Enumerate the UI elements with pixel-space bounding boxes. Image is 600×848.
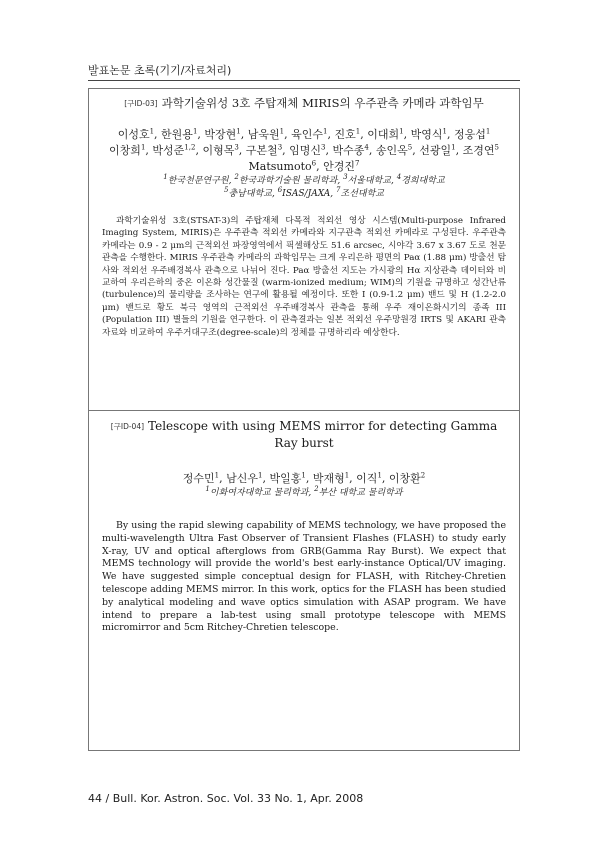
paper-title-text-1: 과학기술위성 3호 주탑재체 MIRIS의 우주관측 카메라 과학임무 <box>161 96 484 110</box>
abstract-box-1 <box>88 88 520 410</box>
author-sup: 1 <box>301 471 306 480</box>
author-sup: 1 <box>140 143 146 152</box>
author-sup: 3 <box>234 143 239 152</box>
author-name: 박장현 <box>204 128 237 141</box>
paper-code-2: [구ID-04] <box>110 422 145 431</box>
author-sup: 5 <box>407 143 413 152</box>
author-sup: 1 <box>192 127 198 136</box>
author-name: 한원용 <box>161 128 193 141</box>
author-sup: 1 <box>236 127 241 136</box>
footer-citation: 44 / Bull. Kor. Astron. Soc. Vol. 33 No. 1, Apr. 2008 <box>88 792 364 805</box>
author-sup: 1 <box>377 471 382 480</box>
author-sup: 2 <box>420 471 426 480</box>
author-name: 박재형 <box>312 472 345 485</box>
author-name: 박성준 <box>152 144 185 157</box>
affiliation-sup: 7 <box>336 186 341 194</box>
author-name: 이창환 <box>388 472 421 485</box>
affiliation-sup: 1 <box>205 485 210 493</box>
author-name: 남욱원 <box>247 128 280 141</box>
abstract-text-2: By using the rapid slewing capability of MEMS technology, we have proposed the multi-wavelength Ultra Fast Observer of Transient Flashes (FLASH) to study early X-ray, UV and optical afterglows from GRB(Gamma Ray Burst). We expect that MEMS technology will provide the world's best early-instance Optical/UV imaging. We have suggested simple conceptual design for FLASH, with Ritchey-Chretien telescope adding MEMS mirror. In this work, optics for the FLASH has been studied by analytical modeling and wave optics simulation with ASAP program. We have intend to prepare a lab-test using small prototype telescope with MEMS micromirror and 5cm Ritchey-Chretien telescope. <box>102 520 506 634</box>
author-name: 이창희 <box>109 144 141 157</box>
author-sup: 5 <box>494 143 499 152</box>
author-sup: 1 <box>149 127 155 136</box>
author-list-2 <box>89 471 519 487</box>
author-line-2: 이창희$^1$, 박성준$^{1,2}$, 이형목$^3$, 구본철$^3$, 임명신$^3$, 박수종$^4$, 송인옥$^5$, 선광일$^1$, 조경연$^5$ <box>109 143 499 157</box>
abstract-box-2 <box>88 410 520 751</box>
author-name: 박영식 <box>410 128 443 141</box>
author-name: 정수민 <box>182 472 215 485</box>
affiliation-name: ISAS/JAXA <box>282 189 331 199</box>
author-sup: 3 <box>321 143 326 152</box>
author-sup: 1 <box>257 471 263 480</box>
affiliation-name: 한국천문연구원 <box>167 176 229 186</box>
author-sup: 1,2 <box>184 143 196 152</box>
affiliations-1 <box>89 175 519 201</box>
author-sup: 1 <box>451 143 456 152</box>
affiliation-line-3: $^1$이화여자대학교 물리학과, $^2$부산 대학교 물리학과 <box>205 485 403 498</box>
author-name: 박수종 <box>332 144 365 157</box>
affiliation-name: 부산 대학교 물리학과 <box>318 488 403 498</box>
affiliation-sup: 3 <box>343 173 348 181</box>
paper-code-1: [구ID-03] <box>124 99 158 108</box>
affiliation-sup: 2 <box>314 485 319 493</box>
author-name: 선광일 <box>419 144 452 157</box>
affiliation-name: 이화여자대학교 물리학과 <box>209 488 309 498</box>
affiliation-sup: 2 <box>234 173 239 181</box>
author-sup: 1 <box>399 127 404 136</box>
affiliation-sup: 4 <box>396 173 402 181</box>
author-sup: 7 <box>354 159 360 168</box>
affiliation-sup: 6 <box>277 186 283 194</box>
paper-title-2 <box>89 411 519 451</box>
affiliation-line-2: $^5$충남대학교, $^6$ISAS/JAXA, $^7$조선대학교 <box>224 186 384 199</box>
author-sup: 1 <box>442 127 447 136</box>
author-name: 이형목 <box>202 144 235 157</box>
author-name: 정웅섭 <box>453 128 486 141</box>
author-name: 남신우 <box>226 472 258 485</box>
author-name: Matsumoto <box>248 160 312 173</box>
paper-title-text-2: Telescope with using MEMS mirror for detecting Gamma Ray burst <box>148 419 498 450</box>
author-name: 안경진 <box>323 160 355 173</box>
author-name: 구본철 <box>245 144 278 157</box>
author-line-1: 이성호$^1$, 한원용$^1$, 박장현$^1$, 남욱원$^1$, 육인수$^1$, 진호$^1$, 이대희$^1$, 박영식$^1$, 정웅섭$^1$ <box>117 127 491 141</box>
affiliation-sup: 5 <box>224 186 229 194</box>
affiliation-name: 서울대학교 <box>347 176 392 186</box>
affiliation-name: 충남대학교 <box>228 189 272 199</box>
author-line-3: Matsumoto$^6$, 안경진$^7$ <box>248 159 360 173</box>
header-rule <box>88 80 520 81</box>
author-sup: 6 <box>311 159 317 168</box>
author-name: 송인옥 <box>375 144 408 157</box>
affiliation-line-1: $^1$한국천문연구원, $^2$한국과학기술원 물리학과, $^3$서울대학교, $^4$경희대학교 <box>163 173 445 186</box>
author-sup: 1 <box>279 127 285 136</box>
author-line-4: 정수민$^1$, 남신우$^1$, 박일홍$^1$, 박재형$^1$, 이직$^1$, 이창환$^2$ <box>182 471 426 485</box>
affiliation-name: 경희대학교 <box>401 176 445 186</box>
author-sup: 1 <box>214 471 220 480</box>
author-name: 임명신 <box>289 144 322 157</box>
running-header: 발표논문 초록(기기/자료처리) <box>88 64 232 77</box>
author-sup: 1 <box>323 127 328 136</box>
author-sup: 4 <box>364 143 369 152</box>
author-name: 이대희 <box>367 128 400 141</box>
author-name: 이성호 <box>117 128 150 141</box>
author-sup: 1 <box>344 471 350 480</box>
abstract-text-1: 과학기술위성 3호(STSAT-3)의 주탑재체 다목적 적외선 영상 시스템(Multi-purpose Infrared Imaging System, MIRIS)은 우주관측 적외선 카메라와 지구관측 적외선 카메라로 구성된다. 우주관측 카메라는 0.9 - 2 μm의 근적외선 파장영역에서 픽셀해상도 51.6 arcsec, 시야각 3.67 x 3.67 도로 천문관측을 수행한다. MIRIS 우주관측 카메라의 과학임무는 크게 우리은하 평면의 Paα (1.88 μm) 방출선 탐사와 적외선 우주배경복사 관측으로 나뉘어 진다. Paα 방출선 지도는 가시광의 Hα 지상관측 데이터와 비교하여 우리은하의 중온 이온화 성간물질 (warm-ionized medium; WIM)의 기원을 규명하고 성간난류 (turbulence)의 물리량을 조사하는 연구에 활용될 예정이다. 또한 I (0.9-1.2 μm) 밴드 및 H (1.2-2.0 μm) 밴드로 황도 북극 영역의 근적외선 우주배경복사 관측을 통해 우주 재이온화시기의 종족 III (Population III) 별들의 기원을 연구한다. 이 관측결과는 일본 적외선 우주망원경 IRTS 및 AKARI 관측자료와 비교하여 우주거대구조(degree-scale)의 정체를 규명하리라 예상한다. <box>102 216 506 338</box>
author-name: 박일홍 <box>269 472 302 485</box>
affiliations-2 <box>89 487 519 500</box>
author-name: 진호 <box>334 128 356 141</box>
affiliation-name: 조선대학교 <box>340 189 384 199</box>
affiliation-sup: 1 <box>163 173 168 181</box>
author-list-1 <box>89 127 519 175</box>
author-sup: 3 <box>277 143 283 152</box>
author-name: 조경연 <box>462 144 495 157</box>
paper-title-1 <box>89 89 519 111</box>
author-name: 이직 <box>356 472 378 485</box>
author-sup: 1 <box>355 127 361 136</box>
affiliation-name: 한국과학기술원 물리학과 <box>238 176 338 186</box>
author-sup: 1 <box>485 127 491 136</box>
author-name: 육인수 <box>291 128 324 141</box>
